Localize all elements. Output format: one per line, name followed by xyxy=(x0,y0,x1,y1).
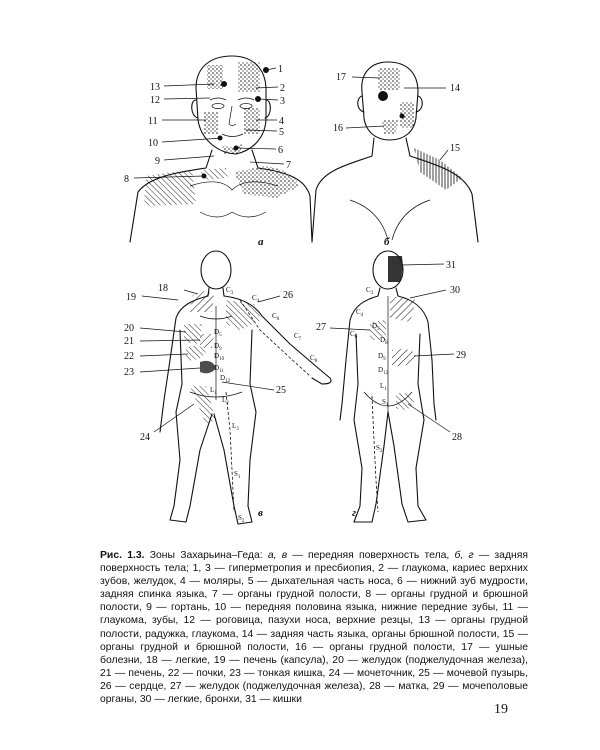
label-19: 19 xyxy=(126,292,136,303)
label-2: 2 xyxy=(280,83,285,94)
segment-d10-front: $D_{10}$ xyxy=(214,352,225,362)
segment-c3-back: $C_3$ xyxy=(366,286,374,296)
figure-v-front-body xyxy=(124,251,331,524)
segment-s1-back: $S_1$ xyxy=(382,398,389,408)
figure-caption xyxy=(100,549,528,706)
segment-d9-front: $D_9$ xyxy=(214,342,222,352)
label-6: 6 xyxy=(278,145,283,156)
label-9: 9 xyxy=(155,156,160,167)
segment-c6-front: $C_6$ xyxy=(272,312,280,322)
label-18: 18 xyxy=(158,283,168,294)
page-number: 19 xyxy=(494,702,508,717)
label-16: 16 xyxy=(333,123,343,134)
figure-a-front-head xyxy=(124,56,312,248)
segment-s2-back: $S_2$ xyxy=(376,444,383,454)
label-17: 17 xyxy=(336,72,346,83)
caption-text-2: — задняя поверхность тела; 1, 3 — гиперметропия и пресбиопия, 2 — глаукома, кариес верхних зубов, желудок, 4 — моляры, 5 — дыхательная часть носа, 6 — нижний зуб мудрости, задняя спинка языка, 7 — органы грудной полости, 8 — органы грудной и брюшной полости, 9 — гортань, 10 — передняя половина языка, нижние передние зубы, 11 — глаукома, зубы, 12 — роговица, пазухи носа, верхние резцы, 13 — органы грудной полости, радужка, глаукома, 14 — задняя часть языка, органы брюшной полости, 15 — органы грудной и брюшной полости, 16 — органы грудной полости, 17 — ушные болезни, 18 — легкие, 19 — печень (капсула), 20 — желудок (поджелудочная железа), 21 — печень, 22 — почки, 23 — тонкая кишка, 24 — мочеточник, 25 — мочевой пузырь, 26 — сердце, 27 — желудок (поджелудочная железа), 28 — матка, 29 — мочеполовые органы, 30 — легкие, бронхи, 31 — кишки xyxy=(100,550,529,706)
label-11: 11 xyxy=(148,116,158,127)
label-27: 27 xyxy=(316,322,326,333)
label-8: 8 xyxy=(124,174,129,185)
segment-d5-back: $D_5$ xyxy=(372,322,380,332)
label-28: 28 xyxy=(452,432,462,443)
subfig-label-v: в xyxy=(258,507,263,519)
subfig-label-a: а xyxy=(258,236,264,248)
label-3: 3 xyxy=(280,96,285,107)
caption-label: Рис. 1.3. xyxy=(100,550,145,561)
label-15: 15 xyxy=(450,143,460,154)
label-10: 10 xyxy=(148,138,158,149)
segment-c4-front: $C_4$ xyxy=(252,294,260,304)
caption-lead: Зоны Захарьина–Геда: xyxy=(144,550,268,561)
segment-l2-front: $L_2$ xyxy=(222,396,229,406)
figure-b-back-head xyxy=(312,62,478,248)
label-5: 5 xyxy=(279,127,284,138)
segment-c4-back: $C_4$ xyxy=(356,308,364,318)
segment-d12-back: $D_{12}$ xyxy=(378,366,389,376)
label-20: 20 xyxy=(124,323,134,334)
label-21: 21 xyxy=(124,336,134,347)
label-7: 7 xyxy=(286,160,291,171)
subfig-label-g: г xyxy=(352,507,357,519)
segment-s2-front: $S_2$ xyxy=(238,514,245,524)
segment-c7-front: $C_7$ xyxy=(294,332,302,342)
caption-text-1: — передняя поверхность тела, xyxy=(287,550,455,561)
subfig-label-b: б xyxy=(384,236,390,248)
segment-c8-front: $C_8$ xyxy=(310,354,318,364)
caption-italic-av: а, в xyxy=(267,550,288,561)
segment-d8-back: $D_8$ xyxy=(380,336,388,346)
figure-g-back-body xyxy=(316,251,466,522)
label-4: 4 xyxy=(279,116,284,127)
label-30: 30 xyxy=(450,285,460,296)
label-26: 26 xyxy=(283,290,293,301)
label-29: 29 xyxy=(456,350,466,361)
segment-c6-back: $C_6$ xyxy=(350,330,358,340)
segment-d9-back: $D_9$ xyxy=(378,352,386,362)
label-23: 23 xyxy=(124,367,134,378)
segment-l1-front: $L_1$ xyxy=(210,386,217,396)
label-14: 14 xyxy=(450,83,460,94)
label-22: 22 xyxy=(124,351,134,362)
caption-italic-bg: б, г xyxy=(454,550,474,561)
label-25: 25 xyxy=(276,385,286,396)
label-12: 12 xyxy=(150,95,160,106)
label-31: 31 xyxy=(446,260,456,271)
segment-d11-front: $D_{11}$ xyxy=(214,364,224,374)
label-1: 1 xyxy=(278,64,283,75)
segment-d5-front: $D_5$ xyxy=(214,328,222,338)
label-13: 13 xyxy=(150,82,160,93)
segment-l1-back: $L_1$ xyxy=(380,382,387,392)
segment-s1-front: $S_1$ xyxy=(234,470,241,480)
label-24: 24 xyxy=(140,432,150,443)
segment-c3-front: $C_3$ xyxy=(226,286,234,296)
segment-d12-front: $D_{12}$ xyxy=(220,374,231,384)
segment-l3-front: $L_3$ xyxy=(232,422,239,432)
